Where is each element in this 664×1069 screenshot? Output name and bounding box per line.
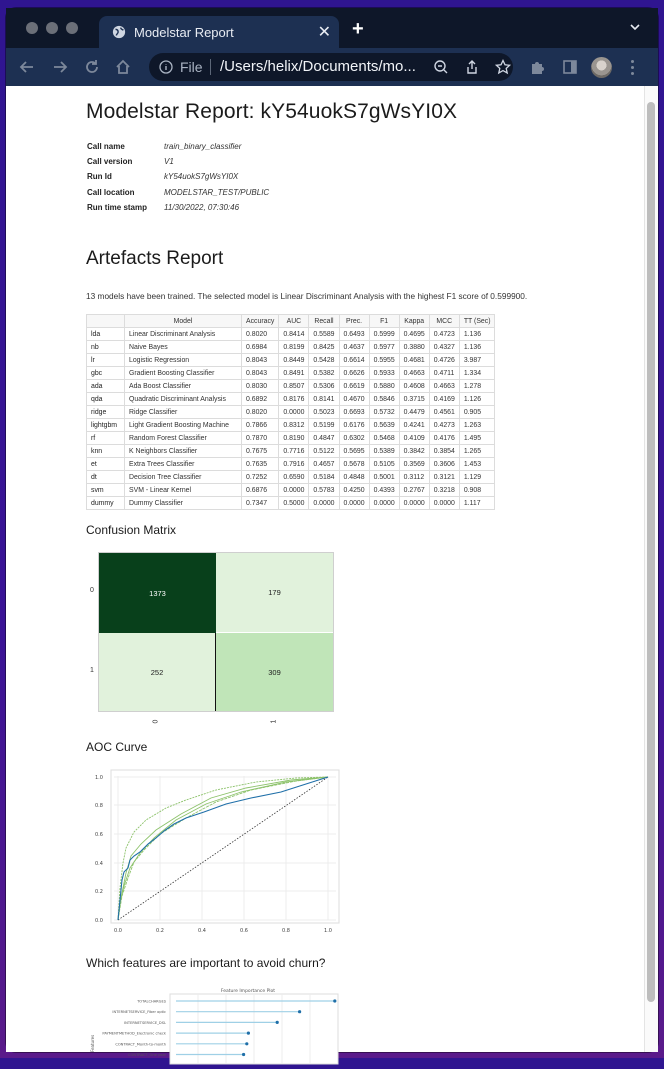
url-text[interactable]: /Users/helix/Documents/mo... <box>220 58 416 75</box>
metric-cell: 0.5933 <box>369 367 399 380</box>
more-menu-icon[interactable] <box>631 60 635 76</box>
table-row <box>87 458 495 471</box>
metric-cell: 0.4681 <box>399 354 429 367</box>
metric-cell: 0.6876 <box>242 484 279 497</box>
metric-cell: 0.6693 <box>339 406 369 419</box>
column-header: TT (Sec) <box>459 315 495 328</box>
zoom-out-icon[interactable] <box>433 59 449 75</box>
model-id-cell: lr <box>87 354 125 367</box>
metric-cell: 0.5678 <box>339 458 369 471</box>
meta-row <box>87 172 269 187</box>
metric-cell: 0.8425 <box>309 341 339 354</box>
metric-cell: 1.265 <box>459 445 495 458</box>
metric-cell: 0.4176 <box>429 432 459 445</box>
svg-text:0.4: 0.4 <box>95 861 103 867</box>
reload-icon[interactable] <box>83 58 101 76</box>
cm-cell-fn: 252 <box>99 633 216 711</box>
metric-cell: 0.4393 <box>369 484 399 497</box>
meta-value: V1 <box>164 157 174 167</box>
metric-cell: 0.0000 <box>279 484 309 497</box>
table-row <box>87 328 495 341</box>
metric-cell: 0.0000 <box>369 497 399 510</box>
metric-cell: 0.4637 <box>339 341 369 354</box>
forward-icon[interactable] <box>51 58 69 76</box>
metric-cell: 0.3880 <box>399 341 429 354</box>
metric-cell: 0.5382 <box>309 367 339 380</box>
metric-cell: 0.5999 <box>369 328 399 341</box>
metric-cell: 0.7866 <box>242 419 279 432</box>
metric-cell: 0.3121 <box>429 471 459 484</box>
model-name-cell: Linear Discriminant Analysis <box>125 328 242 341</box>
metric-cell: 0.8043 <box>242 367 279 380</box>
svg-text:0.0: 0.0 <box>95 918 103 924</box>
model-id-cell: gbc <box>87 367 125 380</box>
model-id-cell: ada <box>87 380 125 393</box>
metric-cell: 0.908 <box>459 484 495 497</box>
summary-text: 13 models have been trained. The selected model is Linear Discriminant Analysis with the highest F1 score of 0.599900. <box>86 291 528 301</box>
roc-curve-chart <box>86 768 346 938</box>
svg-text:0.8: 0.8 <box>282 928 290 934</box>
metric-cell: 1.136 <box>459 341 495 354</box>
metric-cell: 0.3569 <box>399 458 429 471</box>
metric-cell: 0.4847 <box>309 432 339 445</box>
metric-cell: 0.7635 <box>242 458 279 471</box>
table-row <box>87 445 495 458</box>
metric-cell: 1.278 <box>459 380 495 393</box>
run-metadata <box>87 142 269 218</box>
table-row <box>87 484 495 497</box>
metric-cell: 0.7870 <box>242 432 279 445</box>
feature-importance-point <box>276 1021 279 1024</box>
metric-cell: 0.5023 <box>309 406 339 419</box>
cm-row-label: 0 <box>90 587 94 594</box>
metric-cell: 0.8190 <box>279 432 309 445</box>
svg-text:0.8: 0.8 <box>95 803 103 809</box>
metric-cell: 0.6493 <box>339 328 369 341</box>
column-header: AUC <box>279 315 309 328</box>
minimize-window-button[interactable] <box>46 22 58 34</box>
feature-importance-point <box>247 1032 250 1035</box>
svg-text:0.2: 0.2 <box>156 928 164 934</box>
feature-label: CONTRACT_One year <box>128 1053 166 1057</box>
metric-cell: 0.6614 <box>339 354 369 367</box>
metric-cell: 0.5389 <box>369 445 399 458</box>
metric-cell: 0.4561 <box>429 406 459 419</box>
feature-importance-point <box>245 1042 248 1045</box>
meta-row <box>87 157 269 172</box>
model-name-cell: Decision Tree Classifier <box>125 471 242 484</box>
model-id-cell: nb <box>87 341 125 354</box>
metric-cell: 0.3715 <box>399 393 429 406</box>
close-tab-icon[interactable]: ✕ <box>317 24 331 41</box>
metric-cell: 0.2767 <box>399 484 429 497</box>
cm-col-label: 1 <box>270 719 278 724</box>
metric-cell: 0.5468 <box>369 432 399 445</box>
metric-cell: 1.136 <box>459 328 495 341</box>
metric-cell: 0.5639 <box>369 419 399 432</box>
feature-label: INTERNETSERVICE_Fiber optic <box>112 1010 166 1015</box>
table-row <box>87 471 495 484</box>
features-heading: Which features are important to avoid churn? <box>86 956 326 970</box>
cm-cell-tn: 1373 <box>99 553 216 633</box>
feature-importance-chart <box>86 984 346 1064</box>
browser-toolbar <box>6 48 658 86</box>
column-header: Accuracy <box>242 315 279 328</box>
model-name-cell: Random Forest Classifier <box>125 432 242 445</box>
metric-cell: 0.8043 <box>242 354 279 367</box>
model-name-cell: K Neighbors Classifier <box>125 445 242 458</box>
column-header: Model <box>125 315 242 328</box>
metric-cell: 0.7675 <box>242 445 279 458</box>
metric-cell: 0.6984 <box>242 341 279 354</box>
tab-title: Modelstar Report <box>134 25 234 40</box>
meta-value: MODELSTAR_TEST/PUBLIC <box>164 187 270 197</box>
confusion-matrix-chart <box>86 552 346 722</box>
model-name-cell: Quadratic Discriminant Analysis <box>125 393 242 406</box>
home-icon[interactable] <box>114 58 132 76</box>
metric-cell: 0.0000 <box>339 497 369 510</box>
meta-row <box>87 188 269 203</box>
metric-cell: 0.3218 <box>429 484 459 497</box>
page-title: Modelstar Report: kY54uokS7gWsYI0X <box>86 100 458 123</box>
table-header-row <box>87 315 495 328</box>
metric-cell: 0.5184 <box>309 471 339 484</box>
meta-value: train_binary_classifier <box>164 142 242 151</box>
metric-cell: 1.263 <box>459 419 495 432</box>
column-header: MCC <box>429 315 459 328</box>
feature-label: PAYMENTMETHOD_Electronic check <box>102 1031 166 1036</box>
tab-bar <box>6 8 658 48</box>
scheme-label: File <box>180 59 203 75</box>
svg-text:Feature Importance Plot: Feature Importance Plot <box>220 989 276 994</box>
meta-key: Call name <box>87 142 125 151</box>
table-row <box>87 406 495 419</box>
cm-cell-fp: 179 <box>216 553 333 633</box>
metric-cell: 0.4670 <box>339 393 369 406</box>
metric-cell: 0.4169 <box>429 393 459 406</box>
metric-cell: 0.4327 <box>429 341 459 354</box>
table-row <box>87 341 495 354</box>
metric-cell: 1.495 <box>459 432 495 445</box>
model-name-cell: Extra Trees Classifier <box>125 458 242 471</box>
models-table <box>86 314 495 510</box>
metric-cell: 0.5880 <box>369 380 399 393</box>
feature-importance-point <box>242 1053 245 1056</box>
model-name-cell: Naive Bayes <box>125 341 242 354</box>
metric-cell: 0.3854 <box>429 445 459 458</box>
column-header: F1 <box>369 315 399 328</box>
metric-cell: 0.4726 <box>429 354 459 367</box>
metric-cell: 0.5122 <box>309 445 339 458</box>
chevron-down-icon[interactable] <box>630 22 640 32</box>
metric-cell: 0.8141 <box>309 393 339 406</box>
model-id-cell: et <box>87 458 125 471</box>
model-id-cell: svm <box>87 484 125 497</box>
roc-heading: AOC Curve <box>86 740 148 754</box>
metric-cell: 0.4711 <box>429 367 459 380</box>
close-window-button[interactable] <box>26 22 38 34</box>
model-name-cell: SVM - Linear Kernel <box>125 484 242 497</box>
sidebar-icon[interactable] <box>562 59 578 75</box>
metric-cell: 0.5105 <box>369 458 399 471</box>
metric-cell: 0.6892 <box>242 393 279 406</box>
metric-cell: 0.5846 <box>369 393 399 406</box>
model-name-cell: Ridge Classifier <box>125 406 242 419</box>
meta-key: Run Id <box>87 172 112 182</box>
metric-cell: 0.3606 <box>429 458 459 471</box>
table-row <box>87 380 495 393</box>
svg-text:1.0: 1.0 <box>95 775 103 781</box>
artefacts-heading: Artefacts Report <box>86 248 224 269</box>
metric-cell: 0.7916 <box>279 458 309 471</box>
svg-text:0.4: 0.4 <box>198 928 206 934</box>
metric-cell: 1.334 <box>459 367 495 380</box>
metric-cell: 0.6619 <box>339 380 369 393</box>
metric-cell: 0.5783 <box>309 484 339 497</box>
metric-cell: 0.8199 <box>279 341 309 354</box>
metric-cell: 0.905 <box>459 406 495 419</box>
roc-plot <box>86 768 346 938</box>
table-row <box>87 354 495 367</box>
svg-text:0.2: 0.2 <box>95 889 103 895</box>
column-header: Kappa <box>399 315 429 328</box>
model-id-cell: dt <box>87 471 125 484</box>
profile-avatar[interactable] <box>591 57 612 78</box>
cm-col-label: 0 <box>152 719 160 724</box>
model-id-cell: dummy <box>87 497 125 510</box>
metric-cell: 0.3112 <box>399 471 429 484</box>
metric-cell: 0.0000 <box>279 406 309 419</box>
feature-label: INTERNETSERVICE_DSL <box>124 1020 166 1025</box>
roc-y-ticks <box>95 775 103 924</box>
roc-x-ticks <box>114 928 332 934</box>
table-row <box>87 393 495 406</box>
column-header <box>87 315 125 328</box>
model-id-cell: knn <box>87 445 125 458</box>
metric-cell: 0.5955 <box>369 354 399 367</box>
metric-cell: 0.8020 <box>242 406 279 419</box>
model-id-cell: rf <box>87 432 125 445</box>
metric-cell: 0.4657 <box>309 458 339 471</box>
address-bar[interactable] <box>149 53 513 81</box>
page-viewport <box>6 86 658 1057</box>
metric-cell: 1.126 <box>459 393 495 406</box>
model-name-cell: Dummy Classifier <box>125 497 242 510</box>
cm-row-label: 1 <box>90 667 94 674</box>
feature-label: CONTRACT_Month-to-month <box>115 1042 166 1047</box>
bookmark-star-icon[interactable] <box>495 59 511 75</box>
metric-cell: 0.6626 <box>339 367 369 380</box>
confusion-grid <box>98 552 334 712</box>
back-icon[interactable] <box>18 58 36 76</box>
metric-cell: 0.8030 <box>242 380 279 393</box>
metric-cell: 0.4109 <box>399 432 429 445</box>
metric-cell: 0.8449 <box>279 354 309 367</box>
extensions-puzzle-icon[interactable] <box>529 59 545 75</box>
info-icon[interactable] <box>159 60 173 74</box>
model-id-cell: lda <box>87 328 125 341</box>
meta-row <box>87 142 269 157</box>
metric-cell: 0.6590 <box>279 471 309 484</box>
metric-cell: 0.6302 <box>339 432 369 445</box>
model-name-cell: Ada Boost Classifier <box>125 380 242 393</box>
metric-cell: 0.8507 <box>279 380 309 393</box>
svg-text:Features: Features <box>90 1034 95 1052</box>
table-row <box>87 367 495 380</box>
metric-cell: 0.4663 <box>429 380 459 393</box>
table-row <box>87 419 495 432</box>
share-icon[interactable] <box>464 59 480 75</box>
metric-cell: 0.7716 <box>279 445 309 458</box>
new-tab-button[interactable]: + <box>352 18 364 40</box>
metric-cell: 0.4608 <box>399 380 429 393</box>
metric-cell: 0.7252 <box>242 471 279 484</box>
feature-importance-point <box>298 1010 301 1013</box>
model-id-cell: lightgbm <box>87 419 125 432</box>
metric-cell: 0.0000 <box>309 497 339 510</box>
confusion-matrix-heading: Confusion Matrix <box>86 523 177 537</box>
metric-cell: 0.8020 <box>242 328 279 341</box>
metric-cell: 0.5695 <box>339 445 369 458</box>
metric-cell: 0.4848 <box>339 471 369 484</box>
globe-icon <box>112 25 126 39</box>
metric-cell: 0.5589 <box>309 328 339 341</box>
metric-cell: 0.4273 <box>429 419 459 432</box>
svg-text:0.0: 0.0 <box>114 928 122 934</box>
metric-cell: 0.3842 <box>399 445 429 458</box>
metric-cell: 0.4479 <box>399 406 429 419</box>
table-row <box>87 432 495 445</box>
metric-cell: 0.4695 <box>399 328 429 341</box>
metric-cell: 0.5306 <box>309 380 339 393</box>
model-id-cell: qda <box>87 393 125 406</box>
metric-cell: 0.0000 <box>429 497 459 510</box>
meta-key: Call location <box>87 187 135 197</box>
metric-cell: 0.4241 <box>399 419 429 432</box>
model-name-cell: Light Gradient Boosting Machine <box>125 419 242 432</box>
metric-cell: 0.8312 <box>279 419 309 432</box>
metric-cell: 3.987 <box>459 354 495 367</box>
metric-cell: 0.5428 <box>309 354 339 367</box>
metric-cell: 0.6176 <box>339 419 369 432</box>
model-name-cell: Gradient Boosting Classifier <box>125 367 242 380</box>
feature-importance-plot <box>86 984 346 1064</box>
separator <box>210 59 211 75</box>
maximize-window-button[interactable] <box>66 22 78 34</box>
metric-cell: 0.5001 <box>369 471 399 484</box>
metric-cell: 1.129 <box>459 471 495 484</box>
metric-cell: 0.7347 <box>242 497 279 510</box>
metric-cell: 0.4723 <box>429 328 459 341</box>
svg-text:0.6: 0.6 <box>240 928 248 934</box>
column-header: Recall <box>309 315 339 328</box>
browser-window <box>6 8 658 1057</box>
scrollbar-thumb[interactable] <box>647 102 655 1002</box>
metric-cell: 1.453 <box>459 458 495 471</box>
meta-value: 11/30/2022, 07:30:46 <box>164 202 240 212</box>
metric-cell: 0.5199 <box>309 419 339 432</box>
meta-key: Run time stamp <box>87 202 148 212</box>
model-name-cell: Logistic Regression <box>125 354 242 367</box>
feature-importance-point <box>333 999 336 1002</box>
metric-cell: 1.117 <box>459 497 495 510</box>
model-id-cell: ridge <box>87 406 125 419</box>
svg-text:0.6: 0.6 <box>95 832 103 838</box>
meta-key: Call version <box>87 157 133 167</box>
metric-cell: 0.4663 <box>399 367 429 380</box>
metric-cell: 0.5977 <box>369 341 399 354</box>
table-row <box>87 497 495 510</box>
meta-value: kY54uokS7gWsYI0X <box>164 172 239 182</box>
metric-cell: 0.5000 <box>279 497 309 510</box>
metric-cell: 0.8176 <box>279 393 309 406</box>
cm-cell-tp: 309 <box>216 633 333 711</box>
metric-cell: 0.0000 <box>399 497 429 510</box>
metric-cell: 0.8414 <box>279 328 309 341</box>
vertical-scrollbar[interactable] <box>644 86 658 1052</box>
feature-label: TOTALCHARGES <box>137 999 166 1004</box>
meta-row <box>87 203 269 218</box>
column-header: Prec. <box>339 315 369 328</box>
metric-cell: 0.8491 <box>279 367 309 380</box>
svg-text:1.0: 1.0 <box>324 928 332 934</box>
metric-cell: 0.5732 <box>369 406 399 419</box>
metric-cell: 0.4250 <box>339 484 369 497</box>
